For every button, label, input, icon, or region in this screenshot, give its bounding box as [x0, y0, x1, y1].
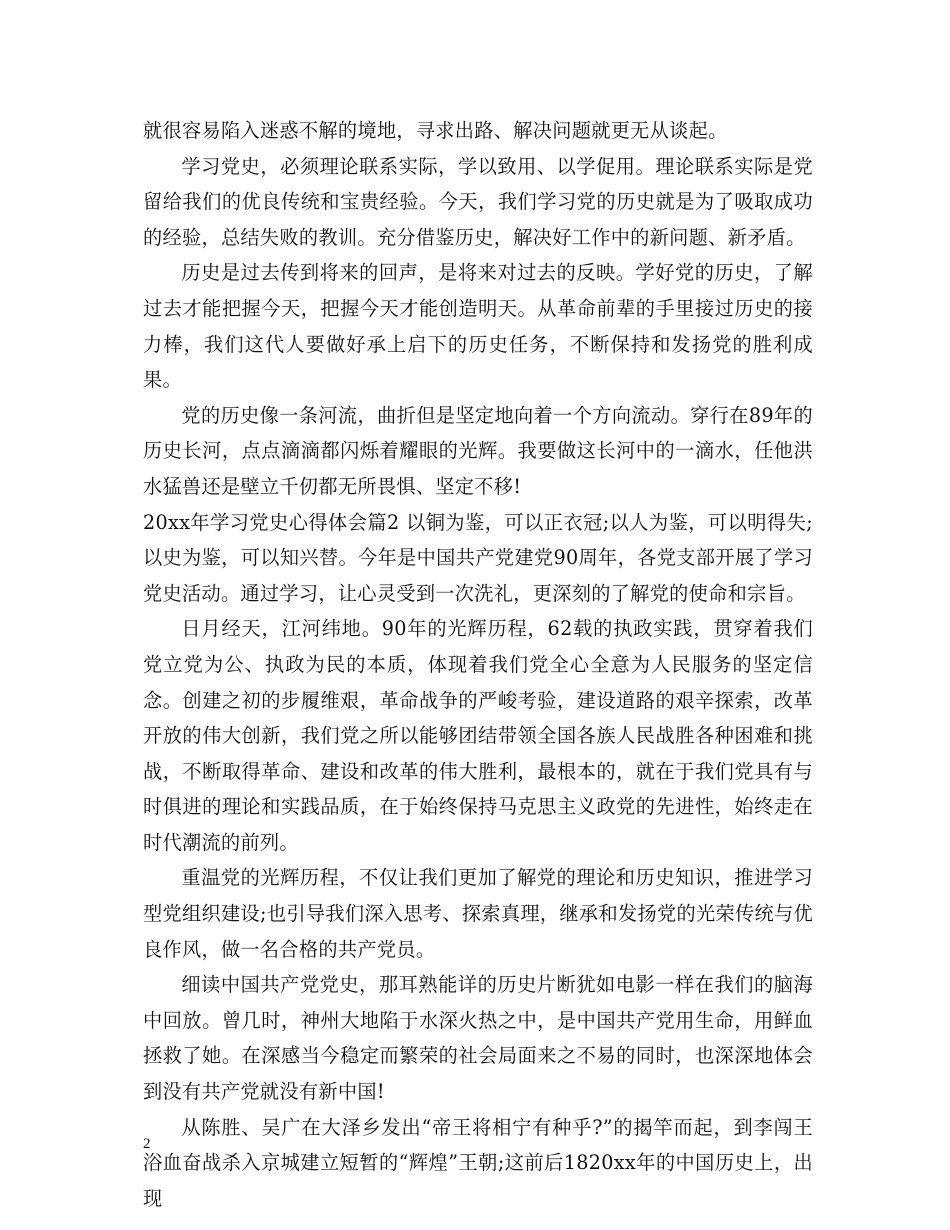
paragraph-chen-sheng: 从陈胜、吴广在大泽乡发出“帝王将相宁有种乎?”的揭竿而起，到李闯王浴血奋战杀入京城建立短暂的“辉煌”王朝;这前后1820xx年的中国历史上，出现 — [143, 1115, 813, 1210]
paragraph-glorious-course: 日月经天，江河纬地。90年的光辉历程，62载的执政实践，贯穿着我们党立党为公、执政为民的本质，体现着我们党全心全意为人民服务的坚定信念。创建之初的步履维艰，革命战争的严峻考验，建设道路的艰辛探索，改革开放的伟大创新，我们党之所以能够团结带领全国各族人民战胜各种困难和挑战，不断取得革命、建设和改革的伟大胜利，最根本的，就在于我们党具有与时俱进的理论和实践品质，在于始终保持马克思主义政党的先进性，始终走在时代潮流的前列。 — [143, 617, 813, 854]
page-number: 2 — [143, 1136, 151, 1152]
paragraph-history-river: 党的历史像一条河流，曲折但是坚定地向着一个方向流动。穿行在89年的历史长河，点点滴滴都闪烁着耀眼的光辉。我要做这长河中的一滴水，任他洪水猛兽还是壁立千仞都无所畏惧、坚定不移! — [143, 403, 813, 498]
paragraph-continuation: 就很容易陷入迷惑不解的境地，寻求出路、解决问题就更无从谈起。 — [143, 119, 728, 142]
paragraph-review-history: 重温党的光辉历程，不仅让我们更加了解党的理论和历史知识，推进学习型党组织建设;也引导我们深入思考、探索真理，继承和发扬党的光荣传统与优良作风，做一名合格的共产党员。 — [143, 866, 813, 961]
paragraph-study-theory: 学习党史，必须理论联系实际，学以致用、以学促用。理论联系实际是党留给我们的优良传统和宝贵经验。今天，我们学习党的历史就是为了吸取成功的经验，总结失败的教训。充分借鉴历史，解决好工作中的新问题、新矛盾。 — [143, 154, 813, 249]
paragraph-read-party-history: 细读中国共产党党史，那耳熟能详的历史片断犹如电影一样在我们的脑海中回放。曾几时，神州大地陷于水深火热之中，是中国共产党用生命，用鲜血拯救了她。在深感当今稳定而繁荣的社会局面来之不易的同时，也深深地体会到没有共产党就没有新中国! — [143, 973, 813, 1104]
section-heading-paragraph — [143, 505, 813, 612]
section-title: 20xx年学习党史心得体会篇2 — [143, 510, 400, 534]
paragraph-history-echo: 历史是过去传到将来的回声，是将来对过去的反映。学好党的历史，了解过去才能把握今天，把握今天才能创造明天。从革命前辈的手里接过历史的接力棒，我们这代人要做好承上启下的历史任务，不断保持和发扬党的胜利成果。 — [143, 261, 813, 392]
document-body — [143, 113, 813, 1216]
section-first-paragraph: 以铜为鉴，可以正衣冠;以人为鉴，可以明得失;以史为鉴，可以知兴替。今年是中国共产党建党90周年，各党支部开展了学习党史活动。通过学习，让心灵受到一次洗礼，更深刻的了解党的使命和宗旨。 — [143, 510, 813, 605]
